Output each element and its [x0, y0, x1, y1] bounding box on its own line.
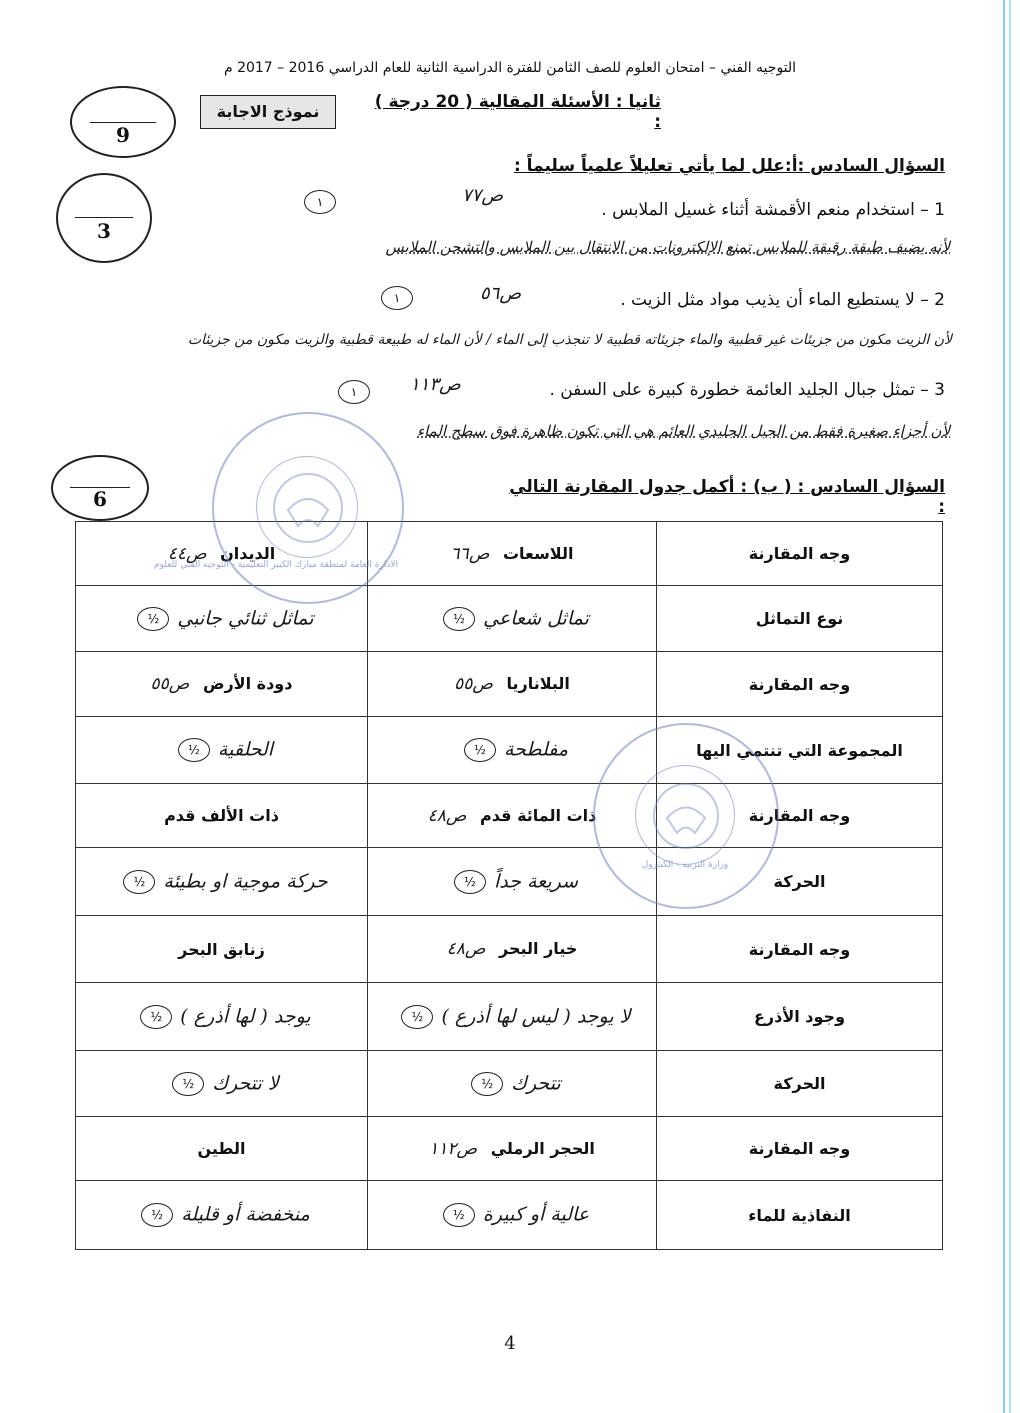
question-a-item-2: 2 – لا يستطيع الماء أن يذيب مواد مثل الزيت . — [620, 290, 945, 310]
row-label: النفاذية للماء — [657, 1181, 943, 1250]
official-stamp-icon — [593, 723, 779, 909]
table-cell: دودة الأرض ص٥٥ — [76, 652, 368, 717]
score-mark-icon: ½ — [172, 1072, 204, 1096]
table-row — [76, 522, 943, 586]
section-title: ثانيا : الأسئلة المقالية ( 20 درجة ) : — [374, 92, 661, 132]
score-mark-icon: ½ — [140, 1005, 172, 1029]
table-row — [76, 1181, 943, 1250]
question-b-title: السؤال السادس : ( ب) : أكمل جدول المقارنة التالي : — [509, 477, 945, 517]
question-b-score-circle — [51, 455, 149, 521]
table-cell: عالية أو كبيرة½ — [368, 1181, 657, 1250]
table-row — [76, 848, 943, 916]
official-stamp-icon — [154, 412, 404, 604]
row-label: وجه المقارنة — [657, 784, 943, 848]
table-row — [76, 717, 943, 784]
score-mark-icon: ½ — [141, 1203, 173, 1227]
table-row — [76, 916, 943, 983]
table-cell: تماثل ثنائي جانبي½ — [76, 586, 368, 652]
table-cell: يوجد ( لها أذرع )½ — [76, 983, 368, 1051]
row-label: الحركة — [657, 1051, 943, 1117]
page-number: 4 — [504, 1333, 516, 1354]
row-label: وجود الأذرع — [657, 983, 943, 1051]
row-label: الحركة — [657, 848, 943, 916]
page-reference: ص١١٣ — [410, 374, 461, 395]
score-mark-icon: ½ — [443, 1203, 475, 1227]
table-cell: الحلقية½ — [76, 717, 368, 784]
total-score-circle — [70, 86, 176, 158]
question-a-item-3: 3 – تمثل جبال الجليد العائمة خطورة كبيرة على السفن . — [549, 380, 945, 400]
page-reference: ص٥٦ — [480, 283, 522, 304]
table-cell: اللاسعات ص٦٦ — [368, 522, 657, 586]
question-a-title: السؤال السادس :أ:علل لما يأتي تعليلاً علمياً سليماً : — [513, 156, 945, 176]
table-cell: ذات المائة قدم ص٤٨ — [368, 784, 657, 848]
score-mark-icon: ½ — [137, 607, 169, 631]
table-row — [76, 1051, 943, 1117]
score-mark-icon: ½ — [464, 738, 496, 762]
table-cell: تتحرك½ — [368, 1051, 657, 1117]
stamp-text: الادارة العامة لمنطقة مبارك الكبير التعليمية - التوجيه الفني للعلوم — [154, 560, 398, 570]
table-cell: لا تتحرك½ — [76, 1051, 368, 1117]
table-cell: لا يوجد ( ليس لها أذرع )½ — [368, 983, 657, 1051]
table-row — [76, 784, 943, 848]
table-cell: الديدان ص٤٤ — [76, 522, 368, 586]
table-cell: سريعة جداً½ — [368, 848, 657, 916]
row-label: المجموعة التي تنتمي اليها — [657, 717, 943, 784]
question-a-score: 3 — [97, 219, 111, 243]
page-header: التوجيه الفني – امتحان العلوم للصف الثامن للفترة الدراسية الثانية للعام الدراسي 2016 – 2017 م — [223, 60, 797, 76]
table-cell: الطين — [76, 1117, 368, 1181]
score-mark-icon: ١ — [304, 190, 336, 214]
table-cell: زنابق البحر — [76, 916, 368, 983]
table-cell: تماثل شعاعي½ — [368, 586, 657, 652]
table-cell: خيار البحر ص٤٨ — [368, 916, 657, 983]
score-mark-icon: ١ — [338, 380, 370, 404]
table-cell: الحجر الرملي ص١١٢ — [368, 1117, 657, 1181]
table-row — [76, 586, 943, 652]
row-label: وجه المقارنة — [657, 652, 943, 717]
handwritten-answer: لأن الزيت مكون من جزيئات غير قطبية والماء جزيئاته قطبية لا تنجذب إلى الماء / لأن الماء له طبيعة قطبية والزيت مكون من جزيئات — [187, 332, 952, 348]
margin-line — [1009, 0, 1011, 1413]
question-b-score: 6 — [93, 487, 107, 511]
table-cell: البلاناريا ص٥٥ — [368, 652, 657, 717]
score-mark-icon: ½ — [401, 1005, 433, 1029]
table-cell: ذات الألف قدم — [76, 784, 368, 848]
stamp-text: وزارة التربية - الكنترول — [641, 860, 729, 870]
score-mark-icon: ½ — [178, 738, 210, 762]
score-mark-icon: ½ — [471, 1072, 503, 1096]
handwritten-answer: لأن أجزاء صغيرة فقط من الجبل الجليدي العائم هي التي تكون ظاهرة فوق سطح الماء — [417, 422, 950, 440]
score-mark-icon: ½ — [123, 870, 155, 894]
question-a-item-1: 1 – استخدام منعم الأقمشة أثناء غسيل الملابس . — [601, 200, 945, 220]
table-cell: مفلطحة½ — [368, 717, 657, 784]
stamp-emblem-icon — [595, 725, 777, 907]
table-row — [76, 983, 943, 1051]
total-score: 9 — [116, 123, 130, 147]
table-cell: حركة موجية او بطيئة½ — [76, 848, 368, 916]
row-label: وجه المقارنة — [657, 1117, 943, 1181]
score-mark-icon: ١ — [381, 286, 413, 310]
margin-line — [1003, 0, 1005, 1413]
table-cell: منخفضة أو قليلة½ — [76, 1181, 368, 1250]
page-reference: ص٧٧ — [462, 185, 504, 206]
table-row — [76, 1117, 943, 1181]
score-mark-icon: ½ — [443, 607, 475, 631]
stamp-emblem-icon — [154, 414, 402, 602]
score-mark-icon: ½ — [454, 870, 486, 894]
row-label: وجه المقارنة — [657, 916, 943, 983]
handwritten-answer: لأنه يضيف طبقة رقيقة للملابس تمنع الإلكترونات من الانتقال بين الملابس والتشحن الملابس — [385, 238, 950, 256]
row-label: نوع التماثل — [657, 586, 943, 652]
model-answer-label: نموذج الاجابة — [200, 95, 336, 129]
table-row — [76, 652, 943, 717]
row-label: وجه المقارنة — [657, 522, 943, 586]
comparison-table — [75, 521, 943, 1250]
